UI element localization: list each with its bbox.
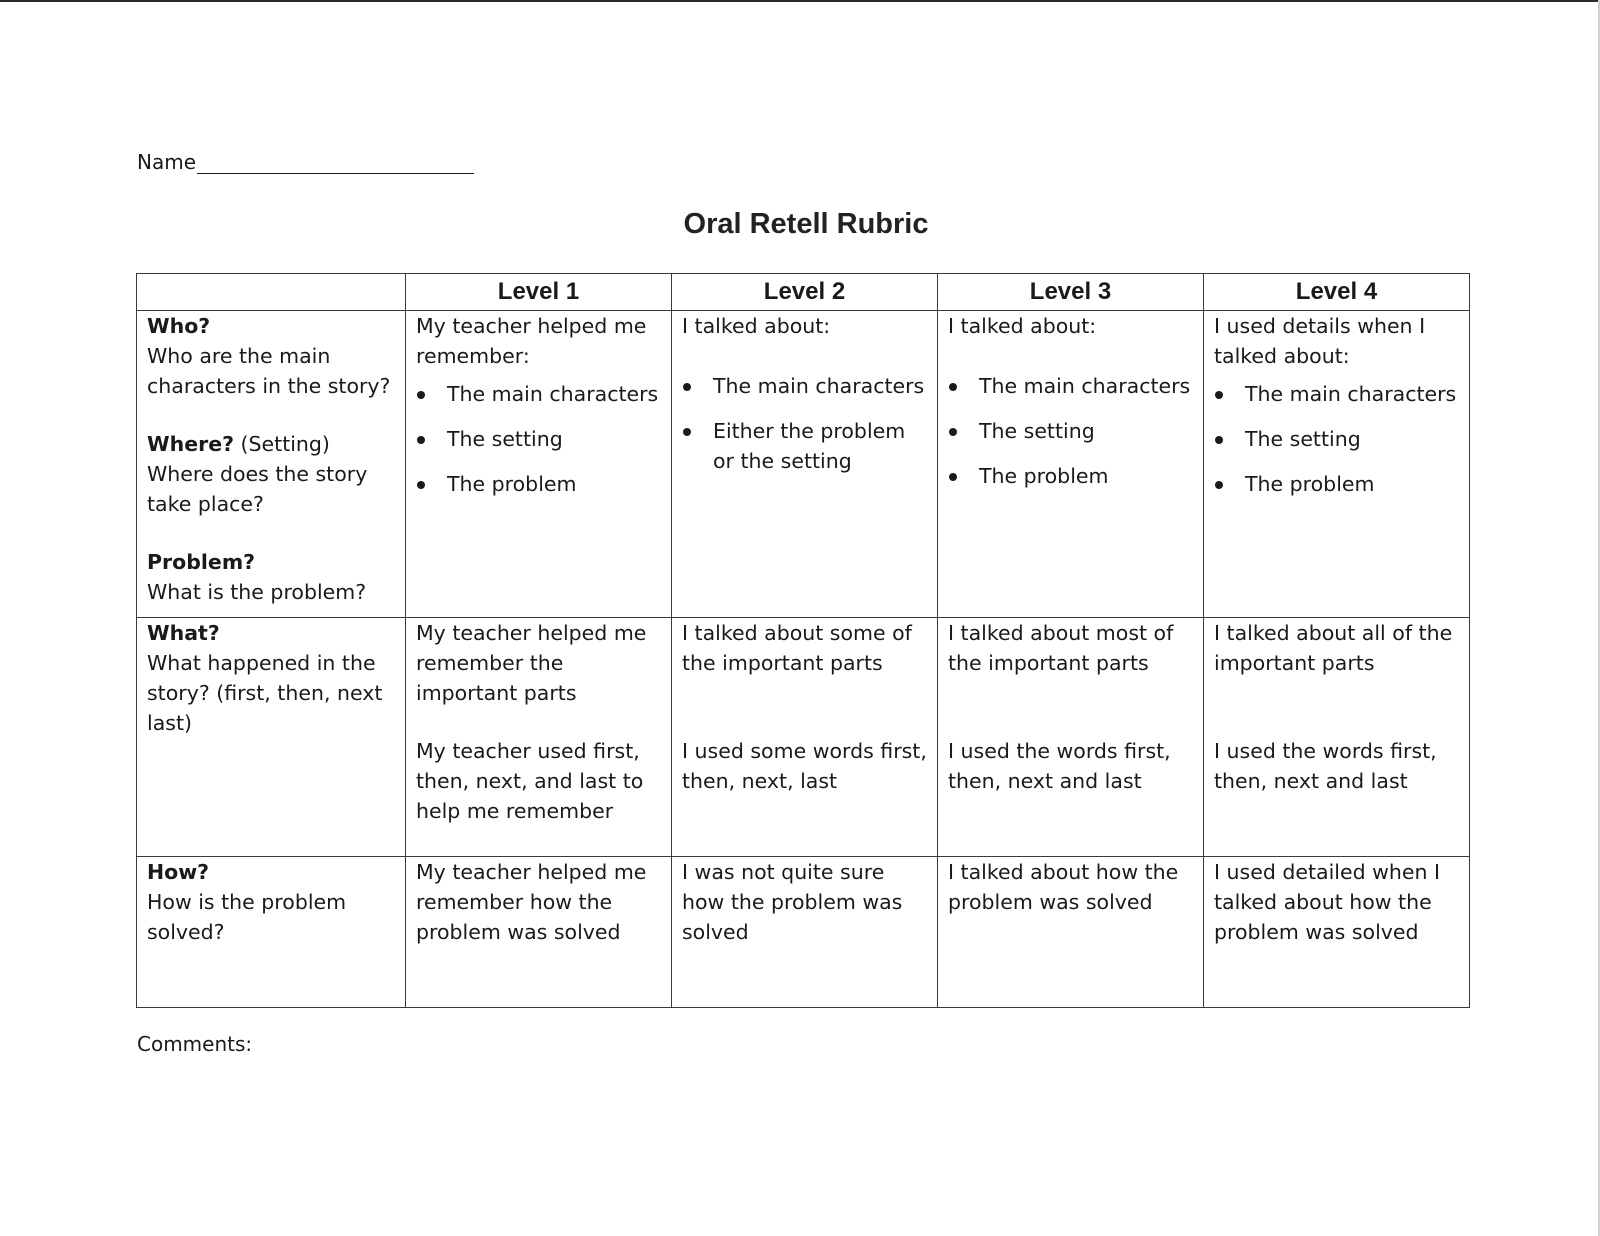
who-description: Who are the main characters in the story? <box>147 344 391 398</box>
what-level-3-cell <box>938 618 1204 857</box>
what-description: What happened in the story? (first, then, next last) <box>147 651 383 735</box>
who-level-2-list <box>682 371 927 476</box>
criteria-cell-how <box>137 857 406 1008</box>
what-level-3-sequence: I used the words first, then, next and last <box>948 739 1171 793</box>
header-level-3: Level 3 <box>938 274 1204 311</box>
problem-question: Problem? <box>147 550 256 574</box>
how-level-1-cell: My teacher helped me remember how the problem was solved <box>406 857 672 1008</box>
comments-label: Comments: <box>137 1032 253 1056</box>
what-level-2-cell <box>672 618 938 857</box>
what-level-2-sequence: I used some words first, then, next, last <box>682 739 927 793</box>
how-level-2-cell: I was not quite sure how the problem was solved <box>672 857 938 1008</box>
list-item: The problem <box>948 461 1193 491</box>
what-level-4-cell <box>1204 618 1470 857</box>
who-question: Who? <box>147 314 211 338</box>
where-question: Where? <box>147 432 235 456</box>
scan-edge-top <box>0 0 1600 2</box>
table-row-what <box>137 618 1470 857</box>
who-level-1-cell <box>406 311 672 618</box>
criteria-cell-what <box>137 618 406 857</box>
what-level-1-parts: My teacher helped me remember the important parts <box>416 621 647 705</box>
what-level-1-sequence: My teacher used first, then, next, and last to help me remember <box>416 739 644 823</box>
who-level-4-intro: I used details when I talked about: <box>1214 314 1426 368</box>
table-row-who <box>137 311 1470 618</box>
what-question: What? <box>147 621 220 645</box>
what-level-4-sequence: I used the words first, then, next and last <box>1214 739 1437 793</box>
where-description: Where does the story take place? <box>147 462 368 516</box>
header-row <box>137 274 1470 311</box>
who-level-3-cell <box>938 311 1204 618</box>
how-description: How is the problem solved? <box>147 890 347 944</box>
table-row-how <box>137 857 1470 1008</box>
rubric-table <box>136 273 1470 1008</box>
criteria-cell-who <box>137 311 406 618</box>
list-item: The setting <box>1214 424 1459 454</box>
who-level-3-list <box>948 371 1193 491</box>
who-level-2-cell <box>672 311 938 618</box>
header-level-4: Level 4 <box>1204 274 1470 311</box>
header-level-2: Level 2 <box>672 274 938 311</box>
page-title: Oral Retell Rubric <box>683 208 929 240</box>
how-level-4-cell: I used detailed when I talked about how the problem was solved <box>1204 857 1470 1008</box>
who-level-3-intro: I talked about: <box>948 314 1097 338</box>
how-question: How? <box>147 860 210 884</box>
list-item: Either the problem or the setting <box>682 416 927 476</box>
who-level-1-intro: My teacher helped me remember: <box>416 314 647 368</box>
what-level-3-parts: I talked about most of the important parts <box>948 621 1174 675</box>
list-item: The main characters <box>682 371 927 401</box>
who-level-1-list <box>416 379 661 499</box>
what-level-2-parts: I talked about some of the important parts <box>682 621 912 675</box>
list-item: The main characters <box>948 371 1193 401</box>
list-item: The problem <box>416 469 661 499</box>
who-level-4-list <box>1214 379 1459 499</box>
who-level-2-intro: I talked about: <box>682 314 831 338</box>
where-heading <box>147 429 395 459</box>
problem-description: What is the problem? <box>147 580 367 604</box>
header-level-1: Level 1 <box>406 274 672 311</box>
list-item: The problem <box>1214 469 1459 499</box>
what-level-1-cell <box>406 618 672 857</box>
name-blank-line <box>197 151 474 174</box>
what-level-4-parts: I talked about all of the important parts <box>1214 621 1453 675</box>
list-item: The main characters <box>416 379 661 409</box>
list-item: The setting <box>416 424 661 454</box>
how-level-3-cell: I talked about how the problem was solved <box>938 857 1204 1008</box>
list-item: The main characters <box>1214 379 1459 409</box>
name-field <box>137 150 474 174</box>
header-criteria <box>137 274 406 311</box>
name-label: Name <box>137 150 197 174</box>
who-level-4-cell <box>1204 311 1470 618</box>
list-item: The setting <box>948 416 1193 446</box>
where-note: (Setting) <box>234 432 330 456</box>
